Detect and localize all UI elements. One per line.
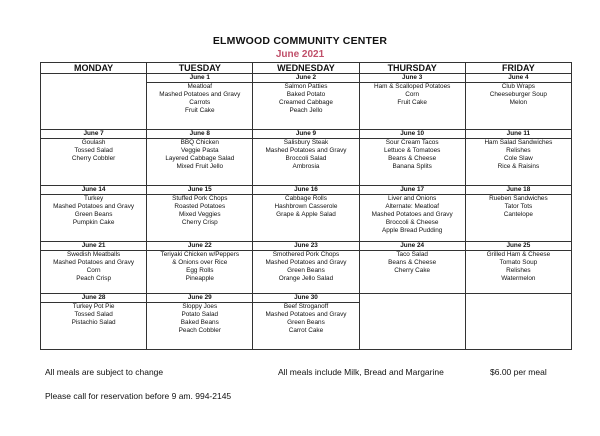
menu-item: Tossed Salad bbox=[74, 310, 113, 318]
menu-item: Mixed Fruit Jello bbox=[176, 163, 224, 171]
menu-item: Carrots bbox=[189, 98, 211, 106]
day-cell bbox=[359, 242, 465, 294]
day-cell bbox=[253, 294, 359, 350]
menu-item: Taco Salad bbox=[396, 250, 428, 258]
day-cell bbox=[147, 74, 253, 130]
week-row bbox=[41, 130, 572, 186]
day-date: June 17 bbox=[360, 186, 465, 195]
day-cell bbox=[41, 130, 147, 186]
day-date: June 3 bbox=[360, 74, 465, 83]
day-date: June 18 bbox=[466, 186, 571, 195]
menu-item: Cheeseburger Soup bbox=[489, 90, 547, 98]
week-row bbox=[41, 294, 572, 350]
day-date bbox=[360, 294, 465, 302]
menu-item: Hashbrown Casserole bbox=[274, 202, 338, 210]
menu-item: Rueben Sandwiches bbox=[489, 194, 548, 202]
day-date: June 2 bbox=[253, 74, 358, 83]
day-date: June 7 bbox=[41, 130, 146, 139]
day-cell bbox=[253, 186, 359, 242]
menu-item: Ambrosia bbox=[292, 163, 320, 171]
day-date bbox=[466, 294, 571, 302]
menu-item: Baked Potato bbox=[286, 90, 326, 98]
menu-item: Relishes bbox=[506, 266, 531, 274]
menu-item: Mashed Potatoes and Gravy bbox=[265, 258, 347, 266]
menu-item: Veggie Pasta bbox=[180, 146, 219, 154]
day-header-friday: FRIDAY bbox=[465, 63, 571, 74]
menu-item: Grape & Apple Salad bbox=[276, 210, 336, 218]
menu-item: Cole Slaw bbox=[503, 154, 533, 162]
day-cell bbox=[253, 242, 359, 294]
menu-item: Egg Rolls bbox=[186, 266, 214, 274]
day-header-row bbox=[41, 63, 572, 74]
menu-item: Peach Jello bbox=[289, 107, 323, 115]
menu-item: Goulash bbox=[81, 138, 106, 146]
menu-item: Turkey bbox=[83, 194, 104, 202]
menu-item: Roasted Potatoes bbox=[174, 202, 226, 210]
day-cell bbox=[41, 294, 147, 350]
menu-item: Mashed Potatoes and Gravy bbox=[159, 90, 241, 98]
menu-item: Beans & Cheese bbox=[388, 258, 437, 266]
menu-item: Swedish Meatballs bbox=[66, 250, 121, 258]
menu-item: Banana Splits bbox=[392, 163, 432, 171]
day-cell bbox=[465, 242, 571, 294]
day-date: June 21 bbox=[41, 242, 146, 251]
day-cell bbox=[465, 294, 571, 350]
menu-item: Salmon Patties bbox=[284, 82, 328, 90]
menu-item: Cherry Crisp bbox=[181, 219, 218, 227]
day-cell bbox=[41, 74, 147, 130]
menu-item: Carrot Cake bbox=[288, 327, 324, 335]
menu-item: Mixed Veggies bbox=[178, 210, 221, 218]
day-date: June 4 bbox=[466, 74, 571, 83]
day-cell bbox=[359, 294, 465, 350]
menu-item: Melon bbox=[509, 98, 528, 106]
menu-item: Baked Beans bbox=[180, 318, 219, 326]
menu-item: Teriyaki Chicken w/Peppers bbox=[160, 250, 240, 258]
menu-item: Lettuce & Tomatoes bbox=[383, 146, 441, 154]
day-date: June 8 bbox=[147, 130, 252, 139]
menu-item: Orange Jello Salad bbox=[278, 275, 334, 283]
day-cell bbox=[465, 74, 571, 130]
menu-item: & Onions over Rice bbox=[172, 258, 228, 266]
day-date: June 22 bbox=[147, 242, 252, 251]
menu-item: Pineapple bbox=[185, 275, 214, 283]
day-date: June 29 bbox=[147, 294, 252, 303]
menu-item: Cantelope bbox=[503, 210, 533, 218]
day-header-monday: MONDAY bbox=[41, 63, 147, 74]
menu-item: Ham & Scalloped Potatoes bbox=[373, 82, 451, 90]
day-cell bbox=[359, 186, 465, 242]
menu-item: Mashed Potatoes and Gravy bbox=[53, 202, 135, 210]
menu-item: Peach Cobbler bbox=[178, 327, 221, 335]
day-date: June 16 bbox=[253, 186, 358, 195]
menu-item: Cherry Cake bbox=[394, 266, 431, 274]
menu-item: Mashed Potatoes and Gravy bbox=[265, 310, 347, 318]
day-date: June 11 bbox=[466, 130, 571, 139]
week-row bbox=[41, 242, 572, 294]
month-title: June 2021 bbox=[275, 49, 325, 60]
menu-item: Green Beans bbox=[287, 266, 325, 274]
day-date: June 23 bbox=[253, 242, 358, 251]
day-cell bbox=[41, 186, 147, 242]
day-cell bbox=[147, 294, 253, 350]
menu-item: Broccoli Salad bbox=[285, 154, 327, 162]
day-cell bbox=[147, 186, 253, 242]
day-date: June 9 bbox=[253, 130, 358, 139]
day-date: June 30 bbox=[253, 294, 358, 303]
day-cell bbox=[465, 186, 571, 242]
menu-item: Fruit Cake bbox=[397, 98, 427, 106]
day-header-thursday: THURSDAY bbox=[359, 63, 465, 74]
menu-item: Tator Tots bbox=[504, 202, 533, 210]
menu-item: Broccoli & Cheese bbox=[385, 219, 439, 227]
menu-item: Layered Cabbage Salad bbox=[165, 154, 235, 162]
center-title: ELMWOOD COMMUNITY CENTER bbox=[212, 35, 388, 47]
menu-item: Beef Stroganoff bbox=[283, 302, 329, 310]
week-row bbox=[41, 186, 572, 242]
day-cell bbox=[359, 74, 465, 130]
menu-item: Relishes bbox=[506, 146, 531, 154]
day-cell bbox=[253, 74, 359, 130]
menu-item: Watermelon bbox=[501, 275, 536, 283]
menu-item: Fruit Cake bbox=[185, 107, 215, 115]
day-date bbox=[41, 74, 146, 82]
menu-item: Meatloaf bbox=[187, 82, 213, 90]
menu-item: BBQ Chicken bbox=[180, 138, 219, 146]
menu-item: Green Beans bbox=[74, 210, 113, 218]
menu-item: Mashed Potatoes and Gravy bbox=[371, 210, 453, 218]
menu-item: Cabbage Rolls bbox=[285, 194, 327, 202]
week-row bbox=[41, 74, 572, 130]
menu-item: Mashed Potatoes and Gravy bbox=[265, 146, 347, 154]
menu-item: Tossed Salad bbox=[74, 146, 113, 154]
day-cell bbox=[41, 242, 147, 294]
day-date: June 10 bbox=[360, 130, 465, 139]
day-header-wednesday: WEDNESDAY bbox=[253, 63, 359, 74]
menu-item: Green Beans bbox=[287, 318, 325, 326]
menu-item: Apple Bread Pudding bbox=[381, 227, 443, 235]
menu-item: Corn bbox=[405, 90, 420, 98]
day-date: June 1 bbox=[147, 74, 252, 83]
menu-item: Grilled Ham & Cheese bbox=[486, 250, 551, 258]
menu-item: Liver and Onions bbox=[387, 194, 437, 202]
day-date: June 28 bbox=[41, 294, 146, 303]
menu-item: Salisbury Steak bbox=[283, 138, 329, 146]
day-date: June 24 bbox=[360, 242, 465, 251]
menu-item: Ham Salad Sandwiches bbox=[484, 138, 553, 146]
menu-item: Club Wraps bbox=[501, 82, 536, 90]
menu-item: Peach Crisp bbox=[76, 275, 111, 283]
menu-item: Pumpkin Cake bbox=[72, 219, 115, 227]
menu-item: Tomato Soup bbox=[499, 258, 538, 266]
menu-item: Beans & Cheese bbox=[388, 154, 437, 162]
day-header-tuesday: TUESDAY bbox=[147, 63, 253, 74]
menu-item: Turkey Pot Pie bbox=[72, 302, 115, 310]
menu-item: Mashed Potatoes and Gravy bbox=[53, 258, 135, 266]
menu-item: Corn bbox=[86, 266, 101, 274]
menu-item: Stuffed Pork Chops bbox=[172, 194, 228, 202]
subject-to-change-note: All meals are subject to change bbox=[45, 367, 164, 377]
menu-item: Rice & Raisins bbox=[497, 163, 540, 171]
meal-price: $6.00 per meal bbox=[490, 367, 547, 377]
day-cell bbox=[147, 242, 253, 294]
day-date: June 15 bbox=[147, 186, 252, 195]
menu-item: Alternate: Meatloaf bbox=[385, 202, 439, 210]
menu-item: Sour Cream Tacos bbox=[385, 138, 439, 146]
menu-item: Pistachio Salad bbox=[71, 318, 116, 326]
menu-item: Cherry Cobbler bbox=[71, 154, 116, 162]
reservation-note: Please call for reservation before 9 am. 994-2145 bbox=[45, 391, 232, 401]
menu-item: Potato Salad bbox=[181, 310, 219, 318]
day-cell bbox=[147, 130, 253, 186]
day-cell bbox=[253, 130, 359, 186]
meal-includes-note: All meals include Milk, Bread and Margarine bbox=[278, 367, 444, 377]
day-date: June 14 bbox=[41, 186, 146, 195]
day-cell bbox=[465, 130, 571, 186]
menu-item: Smothered Pork Chops bbox=[272, 250, 340, 258]
day-date: June 25 bbox=[466, 242, 571, 251]
day-cell bbox=[359, 130, 465, 186]
menu-item: Creamed Cabbage bbox=[278, 98, 333, 106]
menu-calendar bbox=[40, 62, 572, 350]
menu-item: Sloppy Joes bbox=[182, 302, 218, 310]
